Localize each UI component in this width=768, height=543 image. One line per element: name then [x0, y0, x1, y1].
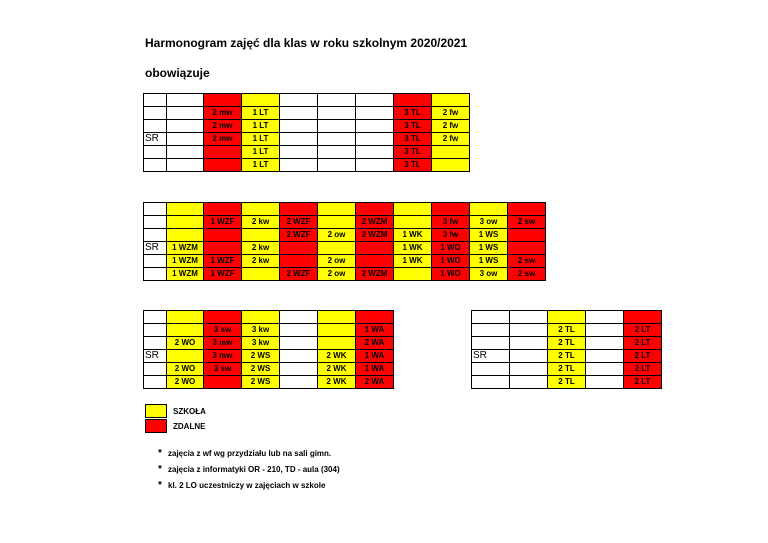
table-cell: 3 TL — [394, 146, 432, 159]
table-cell: 2 TL — [548, 337, 586, 350]
table-cell: 1 LT — [242, 159, 280, 172]
table-cell — [280, 363, 318, 376]
table-cell — [204, 376, 242, 389]
table-cell: 2 fw — [432, 107, 470, 120]
table-cell — [242, 203, 280, 216]
table-row — [144, 159, 470, 172]
table-cell: 3 mw — [204, 350, 242, 363]
table-cell: 2 WZF — [280, 268, 318, 281]
table-cell — [318, 324, 356, 337]
table-cell: 1 LT — [242, 133, 280, 146]
table-cell — [356, 120, 394, 133]
table-row — [144, 216, 546, 229]
table-cell — [280, 324, 318, 337]
table-cell: 1 WK — [394, 255, 432, 268]
note-text: zajęcia z wf wg przydziału lub na sali gimn. — [168, 449, 332, 458]
table-cell: 2 WZF — [280, 229, 318, 242]
table-cell — [280, 159, 318, 172]
table-cell — [204, 159, 242, 172]
table-cell — [548, 311, 586, 324]
table-cell: 1 LT — [242, 107, 280, 120]
table-cell — [432, 94, 470, 107]
table-cell — [280, 203, 318, 216]
table-cell — [356, 94, 394, 107]
table-cell: 1 WS — [470, 242, 508, 255]
row-label-sr: SR — [144, 350, 167, 363]
table-cell: 2 TL — [548, 350, 586, 363]
table-row — [144, 94, 470, 107]
legend-school — [145, 404, 206, 418]
table-cell: 3 ow — [470, 268, 508, 281]
table-cell: 2 WZM — [356, 268, 394, 281]
table-cell — [472, 324, 510, 337]
table-cell — [318, 203, 356, 216]
table-cell — [472, 311, 510, 324]
table-row — [472, 350, 662, 363]
table-cell: 1 WO — [432, 268, 470, 281]
table-cell — [394, 268, 432, 281]
table-cell: 2 WS — [242, 376, 280, 389]
row-label-sr: SR — [144, 242, 167, 255]
table-cell: 3 fw — [432, 229, 470, 242]
table-row — [144, 350, 394, 363]
table-row — [472, 363, 662, 376]
table-row — [144, 337, 394, 350]
table-cell — [356, 203, 394, 216]
table-cell — [318, 94, 356, 107]
table-cell: 2 kw — [242, 216, 280, 229]
table-cell — [204, 229, 242, 242]
table-cell — [356, 255, 394, 268]
table-cell: 2 mw — [204, 107, 242, 120]
table-cell — [318, 146, 356, 159]
note-text: zajęcia z informatyki OR - 210, TD - aula (304) — [168, 465, 340, 474]
table-cell — [144, 203, 167, 216]
table-cell — [280, 337, 318, 350]
table-cell — [280, 133, 318, 146]
table-cell: 3 TL — [394, 107, 432, 120]
table-cell: 2 fw — [432, 133, 470, 146]
table-cell — [242, 94, 280, 107]
table-cell — [144, 324, 167, 337]
table-cell — [318, 242, 356, 255]
table-cell — [280, 376, 318, 389]
table-cell — [624, 311, 662, 324]
schedule-table-4 — [471, 310, 662, 389]
table-cell: 3 fw — [432, 216, 470, 229]
table-cell — [472, 363, 510, 376]
table-cell: 2 WO — [167, 363, 204, 376]
table-cell — [167, 159, 204, 172]
table-cell — [508, 203, 546, 216]
table-cell: 2 mw — [204, 120, 242, 133]
table-row — [472, 324, 662, 337]
table-cell — [204, 311, 242, 324]
table-cell — [204, 146, 242, 159]
table-cell: 3 ow — [470, 216, 508, 229]
table-cell — [144, 311, 167, 324]
table-cell: 2 LT — [624, 363, 662, 376]
table-row — [144, 311, 394, 324]
table-cell: 2 mw — [204, 133, 242, 146]
table-cell: 2 WO — [167, 376, 204, 389]
table-cell — [472, 337, 510, 350]
table-row — [472, 337, 662, 350]
table-row — [144, 268, 546, 281]
table-cell — [394, 94, 432, 107]
table-cell — [144, 255, 167, 268]
table-row — [144, 120, 470, 133]
table-cell: 1 WK — [394, 229, 432, 242]
table-cell — [432, 159, 470, 172]
note-it — [158, 464, 340, 475]
table-cell: 2 LT — [624, 324, 662, 337]
table-cell: 1 WS — [470, 255, 508, 268]
table-cell: 2 ow — [318, 268, 356, 281]
table-cell — [167, 350, 204, 363]
table-cell: 1 WA — [356, 363, 394, 376]
table-cell — [586, 376, 624, 389]
table-cell — [167, 107, 204, 120]
table-cell — [144, 159, 167, 172]
table-cell: 2 LT — [624, 350, 662, 363]
table-row — [472, 376, 662, 389]
table-row — [144, 107, 470, 120]
table-row — [144, 203, 546, 216]
table-cell — [280, 107, 318, 120]
table-row — [144, 376, 394, 389]
table-cell — [167, 203, 204, 216]
table-row — [144, 242, 546, 255]
legend-label-remote: ZDALNE — [173, 421, 206, 431]
table-cell — [432, 203, 470, 216]
table-cell: 2 LT — [624, 337, 662, 350]
table-cell: 3 mw — [204, 337, 242, 350]
table-cell — [144, 337, 167, 350]
table-cell — [318, 159, 356, 172]
table-cell: 3 sw — [204, 324, 242, 337]
table-cell: 1 WZM — [167, 242, 204, 255]
table-row — [144, 133, 470, 146]
table-cell — [167, 120, 204, 133]
table-cell — [510, 311, 548, 324]
table-cell — [280, 242, 318, 255]
table-cell — [280, 146, 318, 159]
table-cell: 2 TL — [548, 324, 586, 337]
table-cell — [586, 337, 624, 350]
table-cell: 1 WZM — [167, 268, 204, 281]
table-cell — [394, 203, 432, 216]
table-cell — [204, 203, 242, 216]
table-cell: 2 WK — [318, 363, 356, 376]
note-text: kl. 2 LO uczestniczy w zajęciach w szkole — [168, 481, 326, 490]
table-row — [472, 311, 662, 324]
table-cell: 1 WK — [394, 242, 432, 255]
table-cell — [167, 146, 204, 159]
table-cell — [356, 159, 394, 172]
document-title: Harmonogram zajęć dla klas w roku szkolnym 2020/2021 — [145, 36, 468, 50]
table-row — [144, 229, 546, 242]
table-cell: 2 sw — [508, 255, 546, 268]
table-row — [144, 324, 394, 337]
table-cell — [280, 120, 318, 133]
legend-remote — [145, 419, 205, 433]
table-cell — [356, 242, 394, 255]
table-cell — [510, 324, 548, 337]
table-cell — [280, 311, 318, 324]
table-cell — [586, 363, 624, 376]
table-cell — [510, 363, 548, 376]
table-cell: 2 WZM — [356, 216, 394, 229]
table-cell — [204, 242, 242, 255]
table-cell: 1 LT — [242, 120, 280, 133]
table-cell — [167, 229, 204, 242]
table-cell — [510, 350, 548, 363]
table-cell — [508, 229, 546, 242]
table-cell — [144, 120, 167, 133]
table-cell — [144, 107, 167, 120]
table-cell — [356, 133, 394, 146]
table-row — [144, 363, 394, 376]
table-cell — [318, 107, 356, 120]
table-row — [144, 255, 546, 268]
table-cell: 2 ow — [318, 229, 356, 242]
table-cell — [356, 311, 394, 324]
table-cell: 2 WK — [318, 376, 356, 389]
table-cell — [586, 324, 624, 337]
table-cell: 1 WZF — [204, 216, 242, 229]
document-subtitle: obowiązuje — [145, 66, 210, 80]
table-cell — [508, 242, 546, 255]
table-cell — [510, 376, 548, 389]
table-cell: 2 WS — [242, 350, 280, 363]
table-cell: 2 kw — [242, 242, 280, 255]
table-cell: 3 kw — [242, 337, 280, 350]
row-label-sr: SR — [472, 350, 510, 363]
table-cell — [242, 311, 280, 324]
table-cell — [356, 107, 394, 120]
table-cell — [280, 255, 318, 268]
table-cell: 2 ow — [318, 255, 356, 268]
table-cell: 3 TL — [394, 133, 432, 146]
schedule-table-3 — [143, 310, 394, 389]
table-cell: 2 fw — [432, 120, 470, 133]
table-cell: 2 WA — [356, 337, 394, 350]
table-cell — [280, 94, 318, 107]
table-cell: 1 WA — [356, 350, 394, 363]
table-cell: 2 WA — [356, 376, 394, 389]
table-cell: 3 sw — [204, 363, 242, 376]
table-cell: 2 WK — [318, 350, 356, 363]
table-cell — [318, 216, 356, 229]
table-cell — [167, 216, 204, 229]
table-cell: 2 WZM — [356, 229, 394, 242]
row-label-sr: SR — [144, 133, 167, 146]
legend-label-school: SZKOŁA — [173, 406, 206, 416]
table-cell — [167, 133, 204, 146]
note-bullet: * — [158, 480, 162, 491]
table-cell: 1 WZF — [204, 268, 242, 281]
table-cell — [472, 376, 510, 389]
table-cell: 1 WO — [432, 242, 470, 255]
table-cell: 3 TL — [394, 159, 432, 172]
table-cell — [318, 120, 356, 133]
table-cell — [144, 229, 167, 242]
table-cell: 2 LT — [624, 376, 662, 389]
table-cell — [242, 229, 280, 242]
legend-swatch-remote — [145, 419, 167, 433]
table-cell: 1 LT — [242, 146, 280, 159]
schedule-table-1 — [143, 93, 470, 172]
table-cell — [510, 337, 548, 350]
table-cell — [167, 311, 204, 324]
table-cell: 3 kw — [242, 324, 280, 337]
note-lo — [158, 480, 325, 491]
table-cell: 2 TL — [548, 376, 586, 389]
note-pe — [158, 448, 331, 459]
table-cell — [356, 146, 394, 159]
table-cell: 2 TL — [548, 363, 586, 376]
schedule-table-2 — [143, 202, 546, 281]
table-cell — [586, 311, 624, 324]
table-cell: 1 WS — [470, 229, 508, 242]
table-cell — [144, 376, 167, 389]
table-cell: 2 kw — [242, 255, 280, 268]
table-cell — [394, 216, 432, 229]
table-cell — [144, 216, 167, 229]
table-cell — [204, 94, 242, 107]
table-cell — [432, 146, 470, 159]
note-bullet: * — [158, 464, 162, 475]
table-cell: 2 WS — [242, 363, 280, 376]
legend-swatch-school — [145, 404, 167, 418]
table-cell: 1 WO — [432, 255, 470, 268]
table-cell — [586, 350, 624, 363]
table-cell: 2 sw — [508, 268, 546, 281]
table-cell — [318, 133, 356, 146]
table-cell — [144, 146, 167, 159]
table-cell: 1 WZM — [167, 255, 204, 268]
table-cell — [318, 311, 356, 324]
table-cell — [144, 268, 167, 281]
table-cell: 2 WZF — [280, 216, 318, 229]
table-cell — [167, 94, 204, 107]
table-cell — [144, 94, 167, 107]
table-cell: 2 WO — [167, 337, 204, 350]
table-cell — [470, 203, 508, 216]
table-cell — [167, 324, 204, 337]
table-cell — [318, 337, 356, 350]
table-cell: 1 WZF — [204, 255, 242, 268]
table-cell: 1 WA — [356, 324, 394, 337]
table-cell — [280, 350, 318, 363]
note-bullet: * — [158, 448, 162, 459]
table-row — [144, 146, 470, 159]
table-cell — [242, 268, 280, 281]
table-cell — [144, 363, 167, 376]
table-cell: 3 TL — [394, 120, 432, 133]
table-cell: 2 sw — [508, 216, 546, 229]
